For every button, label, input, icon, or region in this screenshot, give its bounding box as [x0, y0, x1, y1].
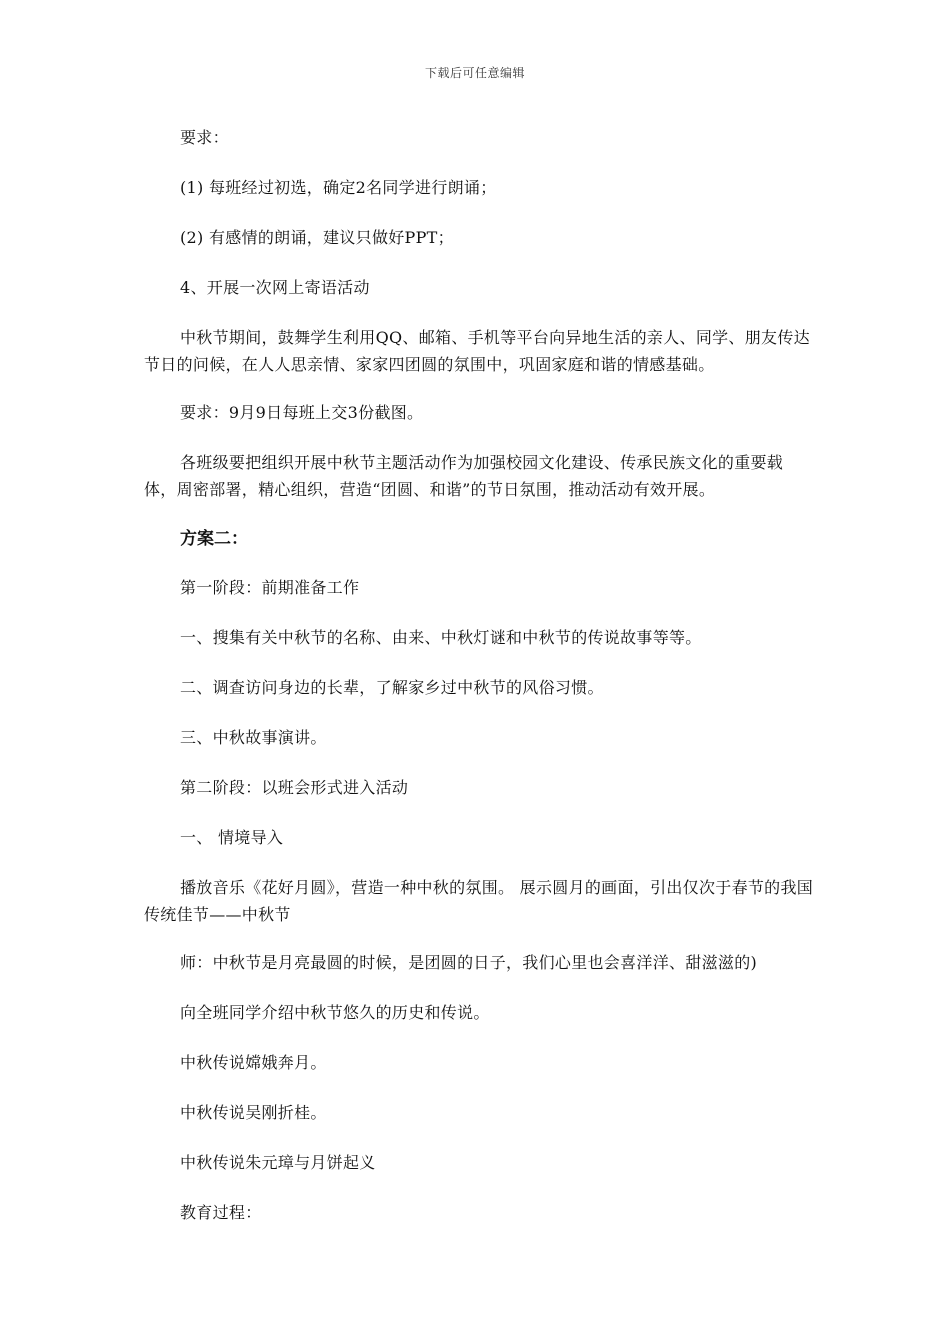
paragraph-play-music: 播放音乐《花好月圆》，营造一种中秋的氛围。 展示圆月的画面，引出仅次于春节的我国传统佳节——中秋节	[144, 878, 814, 924]
paragraph-online-message-activity: 4、开展一次网上寄语活动	[180, 278, 370, 297]
paragraph-stage-two: 第二阶段：以班会形式进入活动	[180, 778, 409, 797]
section-heading-plan-two: 方案二：	[180, 529, 248, 549]
page-header: 下载后可任意编辑	[424, 66, 525, 80]
paragraph-education-process: 教育过程：	[180, 1203, 262, 1222]
paragraph-interview-elders: 二、调查访问身边的长辈，了解家乡过中秋节的风俗习惯。	[180, 678, 604, 697]
paragraph-introduce-history: 向全班同学介绍中秋节悠久的历史和传说。	[180, 1003, 490, 1022]
paragraph-legend-change-e: 中秋传说嫦娥奔月。	[180, 1053, 327, 1072]
paragraph-requirement-2: (2) 有感情的朗诵，建议只做好PPT；	[180, 228, 454, 247]
paragraph-story-speech: 三、中秋故事演讲。	[180, 728, 327, 747]
paragraph-requirement-label: 要求：	[180, 128, 229, 147]
paragraph-scene-introduction: 一、 情境导入	[180, 828, 284, 847]
paragraph-screenshot-requirement: 要求：9月9日每班上交3份截图。	[180, 403, 424, 422]
paragraph-requirement-1: (1) 每班经过初选，确定2名同学进行朗诵；	[180, 178, 497, 197]
paragraph-class-organization: 各班级要把组织开展中秋节主题活动作为加强校园文化建设、传承民族文化的重要载体，周密部署，精心组织，营造“团圆、和谐”的节日氛围，推动活动有效开展。	[144, 453, 784, 499]
paragraph-collect-stories: 一、搜集有关中秋节的名称、由来、中秋灯谜和中秋节的传说故事等等。	[180, 628, 702, 647]
paragraph-legend-zhu-yuanzhang: 中秋传说朱元璋与月饼起义	[180, 1153, 376, 1172]
paragraph-legend-wu-gang: 中秋传说吴刚折桂。	[180, 1103, 327, 1122]
paragraph-teacher-speech: 师：中秋节是月亮最圆的时候，是团圆的日子，我们心里也会喜洋洋、甜滋滋的)	[180, 953, 758, 972]
paragraph-mid-autumn-greetings: 中秋节期间，鼓舞学生利用QQ、邮箱、手机等平台向异地生活的亲人、同学、朋友传达节日的问候，在人人思亲情、家家四团圆的氛围中，巩固家庭和谐的情感基础。	[144, 328, 810, 374]
paragraph-stage-one: 第一阶段：前期准备工作	[180, 578, 360, 597]
